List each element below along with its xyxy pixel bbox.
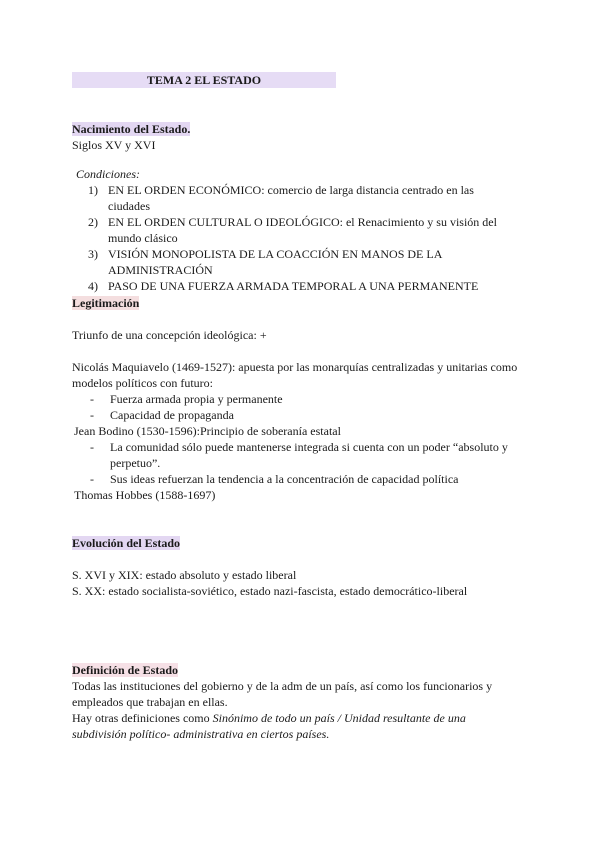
list-item-text: EN EL ORDEN CULTURAL O IDEOLÓGICO: el Renacimiento y su visión del mundo clásico bbox=[108, 215, 497, 245]
list-item-text: VISIÓN MONOPOLISTA DE LA COACCIÓN EN MANOS DE LA ADMINISTRACIÓN bbox=[108, 247, 442, 277]
section-heading-definicion bbox=[72, 662, 178, 678]
list-item-text: EN EL ORDEN ECONÓMICO: comercio de larga distancia centrado en las ciudades bbox=[108, 183, 474, 213]
definicion-heading-text: Definición de Estado bbox=[72, 663, 179, 677]
list-item bbox=[72, 439, 530, 471]
section-heading-nacimiento bbox=[72, 121, 190, 137]
evolucion-line: S. XX: estado socialista-soviético, estado nazi-fascista, estado democrático-liberal bbox=[72, 584, 468, 598]
dash-bullet: - bbox=[90, 408, 94, 422]
nacimiento-heading-text: Nacimiento del Estado. bbox=[72, 122, 191, 136]
definicion-text: Todas las instituciones del gobierno y de la adm de un país, así como los funcionarios y empleados que trabajan en ellas. bbox=[72, 679, 493, 709]
list-item bbox=[72, 391, 512, 407]
section-heading-legitimacion bbox=[72, 295, 139, 311]
page-title: TEMA 2 EL ESTADO bbox=[72, 72, 336, 88]
list-item bbox=[72, 182, 512, 214]
list-item-text: Capacidad de propaganda bbox=[110, 408, 234, 422]
maquiavelo-text: Nicolás Maquiavelo (1469-1527): apuesta por las monarquías centralizadas y unitarias como modelos políticos con futuro: bbox=[72, 360, 518, 390]
definicion-otras bbox=[72, 710, 512, 742]
evolucion-heading-text: Evolución del Estado bbox=[72, 536, 181, 550]
list-item bbox=[72, 407, 512, 423]
hobbes-text: Thomas Hobbes (1588-1697) bbox=[74, 488, 216, 502]
otras-prefix: Hay otras definiciones como bbox=[72, 711, 213, 725]
legitimacion-heading-text: Legitimación bbox=[72, 296, 140, 310]
evolucion-line: S. XVI y XIX: estado absoluto y estado liberal bbox=[72, 568, 297, 582]
condiciones-list bbox=[72, 182, 512, 294]
otras-italic: Sinónimo de todo un país / Unidad resultante de una subdivisión político- administrativa en ciertos países. bbox=[72, 711, 466, 741]
maquiavelo-list bbox=[72, 391, 512, 423]
list-number: 4) bbox=[88, 279, 98, 293]
list-item bbox=[72, 246, 512, 278]
list-number: 1) bbox=[88, 183, 98, 197]
list-item bbox=[72, 278, 512, 294]
list-item-text: Fuerza armada propia y permanente bbox=[110, 392, 283, 406]
list-item-text: PASO DE UNA FUERZA ARMADA TEMPORAL A UNA PERMANENTE bbox=[108, 279, 479, 293]
list-number: 2) bbox=[88, 215, 98, 229]
list-item-text: La comunidad sólo puede mantenerse integrada si cuenta con un poder “absoluto y perpetuo”. bbox=[110, 440, 508, 470]
dash-bullet: - bbox=[90, 440, 94, 454]
section-heading-evolucion bbox=[72, 535, 180, 551]
list-item bbox=[72, 471, 512, 487]
siglos-text: Siglos XV y XVI bbox=[72, 138, 156, 152]
dash-bullet: - bbox=[90, 472, 94, 486]
list-item-text: Sus ideas refuerzan la tendencia a la concentración de capacidad política bbox=[110, 472, 459, 486]
dash-bullet: - bbox=[90, 392, 94, 406]
list-number: 3) bbox=[88, 247, 98, 261]
list-item bbox=[72, 214, 512, 246]
condiciones-label: Condiciones: bbox=[76, 167, 140, 181]
bodino-text: Jean Bodino (1530-1596):Principio de soberanía estatal bbox=[74, 424, 341, 438]
triunfo-text: Triunfo de una concepción ideológica: + bbox=[72, 328, 267, 342]
bodino-list bbox=[72, 439, 512, 487]
